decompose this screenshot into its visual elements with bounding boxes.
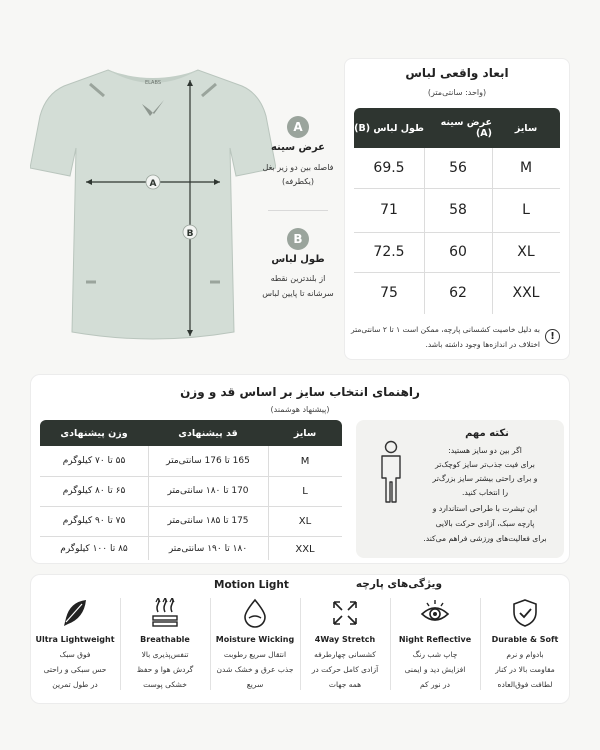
table-cell: ۷۵ تا ۹۰ کیلوگرم xyxy=(62,516,126,526)
guide-header-weight: وزن پیشنهادی xyxy=(40,420,148,446)
legend-b-circle: B xyxy=(287,228,309,250)
legend-divider xyxy=(268,210,328,211)
table-cell: L xyxy=(302,485,308,497)
table-cell: XXL xyxy=(295,543,315,555)
shield-check-icon xyxy=(510,598,540,628)
legend-a-circle: A xyxy=(287,116,309,138)
feature-night-fa-1: چاپ شب رنگ xyxy=(412,650,458,659)
guide-header-height: قد پیشنهادی xyxy=(148,420,268,446)
legend-a-desc-1: فاصله بین دو زیر بغل xyxy=(262,163,334,172)
table-cell: ۱۸۰ تا ۱۹۰ سانتی‌متر xyxy=(168,544,248,554)
feather-icon xyxy=(60,598,90,628)
important-line-4: را انتخاب کنید. xyxy=(461,488,509,497)
feature-durable-en: Durable & Soft xyxy=(491,635,559,644)
feature-moisture-en: Moisture Wicking xyxy=(215,635,295,644)
legend-b-title: طول لباس xyxy=(271,254,325,265)
shirt-label-b: B xyxy=(186,229,194,239)
feature-light-fa-2: حس سبکی و راحتی xyxy=(43,665,107,674)
table-cell: 71 xyxy=(380,202,398,218)
table-cell: 72.5 xyxy=(373,244,405,260)
feature-light-fa-3: در طول تمرین xyxy=(52,680,98,689)
table-cell: 170 تا ۱۸۰ سانتی‌متر xyxy=(167,486,249,496)
feature-moisture-fa-2: جذب عرق و خشک شدن xyxy=(216,665,294,674)
guide-subtitle: (پیشنهاد هوشمند) xyxy=(270,405,330,414)
feature-durable-fa-3: لطافت فوق‌العاده xyxy=(497,680,553,689)
table-cell: XXL xyxy=(512,285,540,301)
table-cell: 58 xyxy=(449,202,467,218)
table-cell: ۵۵ تا ۷۰ کیلوگرم xyxy=(62,456,126,466)
important-line-5: این تیشرت با طراحی استاندارد و xyxy=(432,504,538,513)
table-cell: 165 تا 176 سانتی‌متر xyxy=(166,456,250,466)
table-cell: ۶۵ تا ۸۰ کیلوگرم xyxy=(62,486,126,496)
features-title-fa: ویژگی‌های پارچه xyxy=(355,578,442,590)
feature-durable-fa-1: بادوام و نرم xyxy=(506,650,544,659)
table-cell: M xyxy=(519,160,533,176)
important-line-1: اگر بین دو سایز هستید: xyxy=(448,446,522,455)
shirt-label-a: A xyxy=(149,179,157,189)
measurements-header-size: سایز xyxy=(492,108,560,148)
tshirt-illustration xyxy=(30,56,276,346)
table-cell: 175 تا ۱۸۵ سانتی‌متر xyxy=(167,516,249,526)
measurements-header-length: طول لباس (B) xyxy=(354,108,424,148)
table-cell: XL xyxy=(298,515,312,527)
feature-durable-fa-2: مقاومت بالا در کنار xyxy=(495,665,555,674)
legend-b-desc-2: سرشانه تا پایین لباس xyxy=(262,289,334,298)
feature-light-fa-1: فوق سبک xyxy=(59,650,91,659)
brand-text: ELABS xyxy=(145,80,161,86)
guide-header-size: سایز xyxy=(268,420,342,446)
table-cell: ۸۵ تا ۱۰۰ کیلوگرم xyxy=(60,544,128,554)
feature-light-en: Ultra Lightweight xyxy=(35,635,115,644)
feature-night-fa-2: افزایش دید و ایمنی xyxy=(404,665,466,674)
legend-a-title: عرض سینه xyxy=(270,142,326,153)
feature-moisture-fa-1: انتقال سریع رطوبت xyxy=(223,650,287,659)
table-cell: 69.5 xyxy=(373,160,405,176)
feature-stretch-fa-2: آزادی کامل حرکت در xyxy=(311,665,379,674)
important-line-6: پارچه سبک، آزادی حرکت بالایی xyxy=(435,519,535,528)
table-cell: 56 xyxy=(449,160,467,176)
table-cell: 60 xyxy=(449,244,467,260)
tshirt-body xyxy=(30,70,276,339)
table-cell: XL xyxy=(517,244,535,260)
feature-stretch-en: 4Way Stretch xyxy=(314,635,376,644)
legend-a-desc-2: (یکطرفه) xyxy=(282,177,314,186)
feature-breathable-fa-2: گردش هوا و حفظ xyxy=(136,665,194,674)
info-icon: ! xyxy=(545,329,560,344)
measurements-note-2: اختلاف در اندازه‌ها وجود داشته باشد. xyxy=(425,340,540,349)
important-line-3: و برای راحتی بیشتر سایز بزرگ‌تر xyxy=(432,474,538,483)
eye-icon xyxy=(420,598,450,628)
measurements-header-chest: عرض سینه (A) xyxy=(424,108,492,148)
legend-b-desc-1: از بلندترین نقطه xyxy=(270,274,326,283)
person-icon xyxy=(376,440,406,504)
feature-stretch-fa-3: همه جهات xyxy=(328,680,362,689)
four-way-arrows-icon xyxy=(330,598,360,628)
measurements-note-1: به دلیل خاصیت کشسانی پارچه، ممکن است ۱ تا ۲ سانتی‌متر xyxy=(350,325,540,334)
feature-breathable-fa-3: خشکی پوست xyxy=(143,680,187,689)
important-title: نکته مهم xyxy=(465,428,509,439)
important-line-2: برای فیت جذب‌تر سایز کوچک‌تر xyxy=(435,460,535,469)
feature-night-fa-3: در نور کم xyxy=(420,680,450,689)
feature-breathable-en: Breathable xyxy=(140,635,190,644)
table-cell: L xyxy=(522,202,530,218)
feature-breathable-fa-1: تنفس‌پذیری بالا xyxy=(141,650,189,659)
guide-title: راهنمای انتخاب سایز بر اساس قد و وزن xyxy=(180,385,420,399)
breathable-icon xyxy=(150,598,180,628)
important-line-7: برای فعالیت‌های ورزشی فراهم می‌کند. xyxy=(423,534,547,543)
table-cell: 62 xyxy=(449,285,467,301)
measurements-unit: (واحد: سانتی‌متر) xyxy=(427,88,487,97)
table-cell: 75 xyxy=(380,285,398,301)
feature-moisture-fa-3: سریع xyxy=(246,680,264,689)
feature-stretch-fa-1: کشسانی چهارطرفه xyxy=(314,650,376,659)
features-title-en: Motion Light xyxy=(214,579,289,591)
measurements-title: ابعاد واقعی لباس xyxy=(405,66,509,80)
table-cell: M xyxy=(300,455,310,467)
water-drop-icon xyxy=(240,598,270,628)
feature-night-en: Night Reflective xyxy=(398,635,472,644)
